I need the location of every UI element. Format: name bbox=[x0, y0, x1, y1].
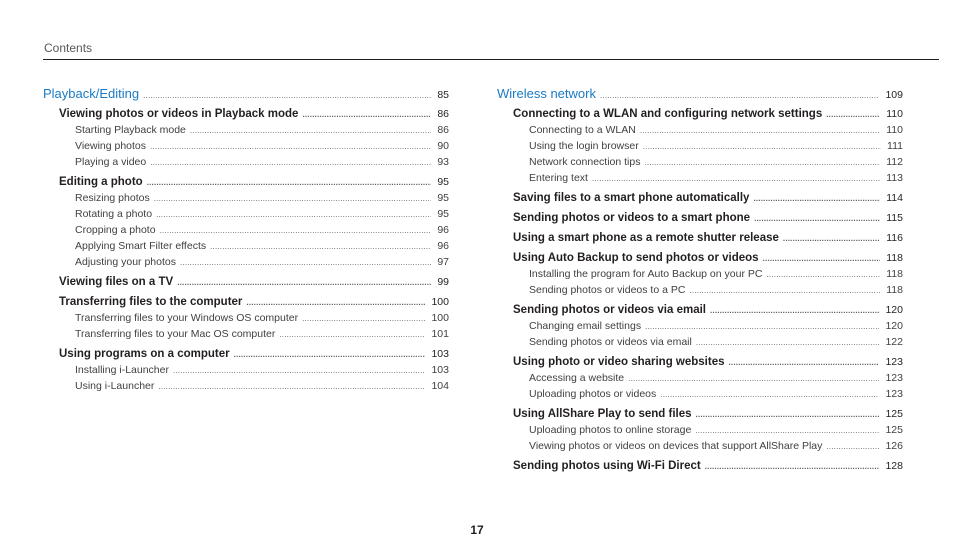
toc-left-column bbox=[43, 86, 449, 396]
dot-leader bbox=[710, 306, 879, 315]
toc-page-number: 96 bbox=[437, 224, 449, 236]
toc-entry-title: Using a smart phone as a remote shutter release bbox=[513, 232, 779, 244]
toc-subentry[interactable] bbox=[497, 388, 903, 404]
toc-entry[interactable] bbox=[43, 296, 449, 312]
toc-entry-title: Playing a video bbox=[75, 156, 147, 168]
dot-leader bbox=[143, 91, 431, 100]
toc-subentry[interactable] bbox=[43, 224, 449, 240]
toc-entry[interactable] bbox=[497, 212, 903, 228]
header-label: Contents bbox=[44, 41, 93, 55]
toc-entry-title: Resizing photos bbox=[75, 192, 150, 204]
dot-leader bbox=[783, 234, 880, 243]
dot-leader bbox=[695, 426, 879, 435]
dot-leader bbox=[628, 374, 879, 383]
toc-entry-title: Editing a photo bbox=[59, 176, 143, 188]
toc-page-number: 90 bbox=[437, 140, 449, 152]
dot-leader bbox=[177, 278, 431, 287]
toc-entry-title: Viewing photos or videos on devices that support AllShare Play bbox=[529, 440, 823, 452]
dot-leader bbox=[150, 142, 431, 151]
dot-leader bbox=[644, 158, 880, 167]
toc-entry[interactable] bbox=[497, 252, 903, 268]
dot-leader bbox=[156, 210, 431, 219]
toc-entry-title: Using i-Launcher bbox=[75, 380, 155, 392]
toc-page-number: 125 bbox=[885, 424, 903, 436]
toc-right-column bbox=[497, 86, 903, 476]
toc-page-number: 123 bbox=[885, 388, 903, 400]
toc-entry-title: Using the login browser bbox=[529, 140, 639, 152]
toc-entry[interactable] bbox=[43, 108, 449, 124]
toc-entry-title: Transferring files to the computer bbox=[59, 296, 243, 308]
dot-leader bbox=[826, 110, 880, 119]
toc-subentry[interactable] bbox=[497, 268, 903, 284]
toc-entry[interactable] bbox=[43, 348, 449, 364]
toc-subentry[interactable] bbox=[497, 140, 903, 156]
dot-leader bbox=[210, 242, 431, 251]
toc-entry[interactable] bbox=[497, 108, 903, 124]
toc-subentry[interactable] bbox=[43, 156, 449, 172]
toc-page-number: 118 bbox=[886, 284, 903, 296]
dot-leader bbox=[643, 142, 881, 151]
dot-leader bbox=[234, 350, 426, 359]
toc-entry-title: Changing email settings bbox=[529, 320, 642, 332]
toc-entry-title: Sending photos or videos to a PC bbox=[529, 284, 686, 296]
dot-leader bbox=[696, 338, 880, 347]
toc-subentry[interactable] bbox=[43, 256, 449, 272]
dot-leader bbox=[729, 358, 880, 367]
dot-leader bbox=[190, 126, 431, 135]
toc-page-number: 103 bbox=[431, 364, 449, 376]
toc-entry-title: Adjusting your photos bbox=[75, 256, 176, 268]
toc-page-number: 122 bbox=[885, 336, 903, 348]
toc-subentry[interactable] bbox=[43, 364, 449, 380]
toc-entry-title: Connecting to a WLAN and configuring network settings bbox=[513, 108, 823, 120]
toc-page-number: 115 bbox=[886, 212, 903, 224]
toc-page-number: 96 bbox=[437, 240, 449, 252]
toc-page-number: 123 bbox=[885, 372, 903, 384]
toc-entry[interactable] bbox=[497, 304, 903, 320]
toc-page-number: 95 bbox=[437, 192, 449, 204]
dot-leader bbox=[645, 322, 879, 331]
toc-subentry[interactable] bbox=[497, 156, 903, 172]
toc-entry[interactable] bbox=[43, 276, 449, 292]
dot-leader bbox=[160, 226, 432, 235]
toc-entry-title: Playback/Editing bbox=[43, 86, 140, 101]
dot-leader bbox=[660, 390, 879, 399]
toc-page-number: 128 bbox=[885, 460, 903, 472]
toc-page-number: 118 bbox=[886, 252, 903, 264]
toc-subentry[interactable] bbox=[497, 284, 903, 300]
toc-entry-title: Cropping a photo bbox=[75, 224, 156, 236]
toc-page-number: 86 bbox=[437, 108, 449, 120]
toc-page-number: 109 bbox=[885, 89, 903, 101]
toc-subentry[interactable] bbox=[497, 124, 903, 140]
dot-leader bbox=[754, 214, 880, 223]
toc-entry[interactable] bbox=[497, 232, 903, 248]
toc-entry-title: Viewing files on a TV bbox=[59, 276, 174, 288]
dot-leader bbox=[180, 258, 431, 267]
toc-entry-title: Uploading photos or videos bbox=[529, 388, 657, 400]
toc-page-number: 110 bbox=[886, 108, 903, 120]
toc-entry-title: Entering text bbox=[529, 172, 588, 184]
toc-entry-title: Viewing photos bbox=[75, 140, 147, 152]
toc-page-number: 110 bbox=[886, 124, 903, 136]
toc-subentry[interactable] bbox=[43, 140, 449, 156]
toc-page-number: 125 bbox=[885, 408, 903, 420]
toc-entry-title: Using Auto Backup to send photos or videos bbox=[513, 252, 759, 264]
toc-page-number: 95 bbox=[437, 208, 449, 220]
toc-entry-title: Rotating a photo bbox=[75, 208, 153, 220]
toc-entry[interactable] bbox=[497, 192, 903, 208]
toc-page-number: 116 bbox=[886, 232, 903, 244]
toc-entry-title: Using photo or video sharing websites bbox=[513, 356, 725, 368]
header-rule bbox=[43, 59, 939, 60]
dot-leader bbox=[766, 270, 880, 279]
toc-entry-title: Sending photos or videos to a smart phone bbox=[513, 212, 751, 224]
toc-entry-title: Network connection tips bbox=[529, 156, 641, 168]
toc-page-number: 101 bbox=[431, 328, 449, 340]
toc-subentry[interactable] bbox=[43, 328, 449, 344]
toc-page-number: 111 bbox=[887, 140, 903, 152]
toc-subentry[interactable] bbox=[43, 192, 449, 208]
toc-entry-title: Uploading photos to online storage bbox=[529, 424, 692, 436]
dot-leader bbox=[689, 286, 880, 295]
dot-leader bbox=[592, 174, 880, 183]
dot-leader bbox=[600, 91, 880, 100]
toc-entry-title: Sending photos using Wi-Fi Direct bbox=[513, 460, 701, 472]
toc-page-number: 112 bbox=[886, 156, 903, 168]
toc-entry-title: Applying Smart Filter effects bbox=[75, 240, 207, 252]
toc-subentry[interactable] bbox=[497, 172, 903, 188]
toc-subentry[interactable] bbox=[43, 208, 449, 224]
toc-page-number: 126 bbox=[885, 440, 903, 452]
toc-entry-title: Starting Playback mode bbox=[75, 124, 186, 136]
dot-leader bbox=[302, 314, 425, 323]
toc-subentry[interactable] bbox=[497, 372, 903, 388]
toc-page-number: 100 bbox=[431, 296, 449, 308]
toc-page-number: 123 bbox=[885, 356, 903, 368]
dot-leader bbox=[640, 126, 880, 135]
dot-leader bbox=[150, 158, 431, 167]
toc-page-number: 100 bbox=[431, 312, 449, 324]
dot-leader bbox=[147, 178, 432, 187]
toc-page-number: 118 bbox=[886, 268, 903, 280]
toc-entry[interactable] bbox=[497, 408, 903, 424]
toc-entry-title: Wireless network bbox=[497, 86, 596, 101]
toc-page-number: 103 bbox=[431, 348, 449, 360]
toc-entry[interactable] bbox=[497, 356, 903, 372]
toc-entry-title: Accessing a website bbox=[529, 372, 625, 384]
toc-subentry[interactable] bbox=[497, 336, 903, 352]
toc-entry-title: Using AllShare Play to send files bbox=[513, 408, 692, 420]
toc-entry[interactable] bbox=[497, 460, 903, 476]
toc-entry[interactable] bbox=[43, 176, 449, 192]
toc-subentry[interactable] bbox=[497, 424, 903, 440]
dot-leader bbox=[826, 442, 879, 451]
toc-page-number: 93 bbox=[437, 156, 449, 168]
toc-entry-title: Connecting to a WLAN bbox=[529, 124, 636, 136]
toc-subentry[interactable] bbox=[43, 380, 449, 396]
dot-leader bbox=[753, 194, 880, 203]
dot-leader bbox=[763, 254, 881, 263]
toc-entry-title: Viewing photos or videos in Playback mode bbox=[59, 108, 299, 120]
dot-leader bbox=[173, 366, 425, 375]
toc-entry-title: Sending photos or videos via email bbox=[529, 336, 692, 348]
toc-page-number: 120 bbox=[885, 304, 903, 316]
toc-subentry[interactable] bbox=[497, 440, 903, 456]
toc-entry-title: Using programs on a computer bbox=[59, 348, 230, 360]
toc-subentry[interactable] bbox=[43, 312, 449, 328]
toc-entry-title: Transferring files to your Mac OS computer bbox=[75, 328, 276, 340]
dot-leader bbox=[154, 194, 432, 203]
toc-entry-title: Saving files to a smart phone automatically bbox=[513, 192, 750, 204]
toc-entry-title: Installing the program for Auto Backup on your PC bbox=[529, 268, 763, 280]
toc-section-heading[interactable] bbox=[497, 86, 903, 104]
toc-entry-title: Transferring files to your Windows OS computer bbox=[75, 312, 299, 324]
dot-leader bbox=[696, 410, 880, 419]
toc-page-number: 97 bbox=[437, 256, 449, 268]
toc-page-number: 86 bbox=[437, 124, 449, 136]
toc-page-number: 104 bbox=[431, 380, 449, 392]
dot-leader bbox=[246, 298, 425, 307]
dot-leader bbox=[158, 382, 425, 391]
toc-subentry[interactable] bbox=[497, 320, 903, 336]
dot-leader bbox=[705, 462, 880, 471]
dot-leader bbox=[279, 330, 425, 339]
page-number: 17 bbox=[470, 523, 484, 537]
toc-section-heading[interactable] bbox=[43, 86, 449, 104]
toc-page-number: 114 bbox=[886, 192, 903, 204]
toc-page-number: 120 bbox=[885, 320, 903, 332]
dot-leader bbox=[302, 110, 431, 119]
toc-subentry[interactable] bbox=[43, 124, 449, 140]
toc-page-number: 85 bbox=[437, 89, 449, 101]
toc-page-number: 99 bbox=[437, 276, 449, 288]
toc-subentry[interactable] bbox=[43, 240, 449, 256]
toc-entry-title: Sending photos or videos via email bbox=[513, 304, 706, 316]
toc-page-number: 113 bbox=[886, 172, 903, 184]
toc-page-number: 95 bbox=[437, 176, 449, 188]
toc-entry-title: Installing i-Launcher bbox=[75, 364, 169, 376]
